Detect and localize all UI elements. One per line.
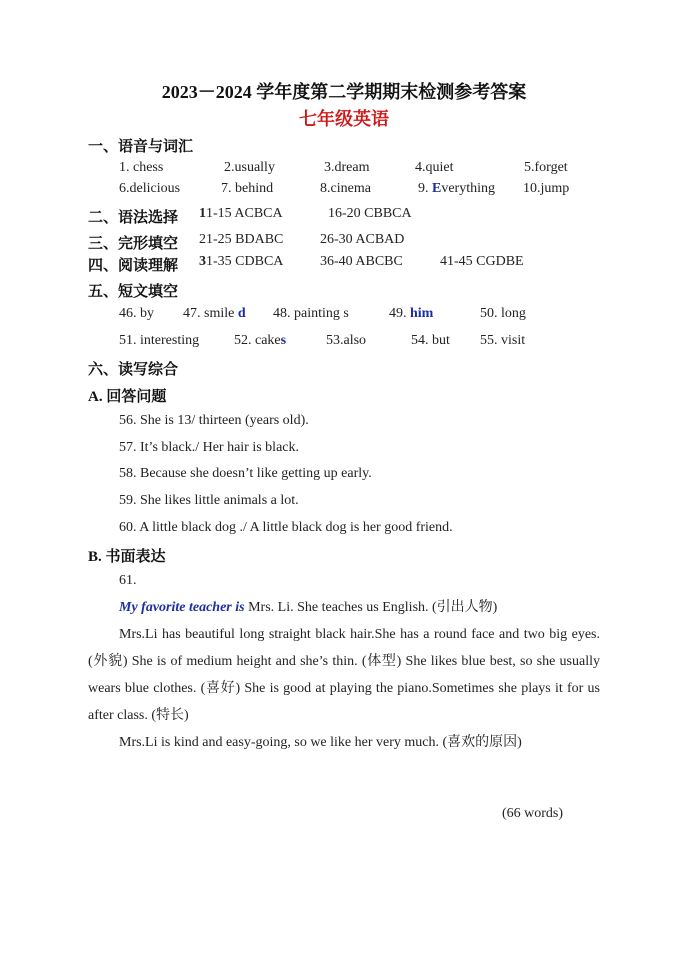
page-title: 2023－2024 学年度第二学期期末检测参考答案 [161,82,527,102]
answer-9-num: 9. [418,181,432,196]
answer-50: 50. long [480,306,526,321]
section-5-heading: 五、短文填空 [88,284,179,300]
answer-60: 60. A little black dog ./ A little black dog is her good friend. [119,520,453,535]
answer-7: 7. behind [221,181,274,196]
essay-paragraph-1-text: Mrs. Li. She teaches us English. (引出人物) [244,600,498,615]
answer-52-text: 52. cake [234,333,281,348]
essay-lead: My favorite teacher is [119,600,245,615]
section-6-heading: 六、读写综合 [88,362,179,378]
answer-48 [273,306,349,322]
answer-59: 59. She likes little animals a lot. [119,493,299,508]
answer-8: 8.cinema [320,181,371,196]
answer-47-suffix: d [237,306,246,321]
answer-56: 56. She is 13/ thirteen (years old). [119,413,309,428]
section-3-heading: 三、完形填空 [88,236,179,252]
section-1-heading: 一、语音与词汇 [88,139,194,155]
answer-3: 3.dream [324,160,370,175]
answer-47-text: 47. smile [183,306,235,321]
section-4-answers-a [199,254,283,270]
section-4-answers-a-pre: 3 [199,254,206,269]
answer-53: 53.also [326,333,367,348]
answer-10: 10.jump [523,181,570,196]
answer-57: 57. It’s black./ Her hair is black. [119,440,300,455]
answer-48-text: 48. painting [273,306,340,321]
answer-47 [183,306,246,322]
section-4-answers-a-text: 1-35 CDBCA [206,254,284,269]
section-3-answers-a: 21-25 BDABC [199,232,284,247]
answer-54: 54. but [411,333,450,348]
answer-51: 51. interesting [119,333,200,348]
question-61-number: 61. [119,573,137,588]
part-a-heading: A. 回答问题 [88,389,167,405]
answer-55: 55. visit [480,333,526,348]
essay-paragraph-1 [88,594,600,621]
answer-48-suffix: s [343,306,349,321]
answer-5: 5.forget [524,160,568,175]
answer-49-num: 49. [389,306,410,321]
section-4-answers-b: 36-40 ABCBC [320,254,403,269]
section-4-answers-c: 41-45 CGDBE [440,254,524,269]
answer-52 [234,333,286,349]
section-2-answers-a-text: 1-15 ACBCA [206,206,283,221]
section-2-answers-b: 16-20 CBBCA [328,206,412,221]
section-2-answers-a-pre: 1 [199,206,206,221]
answer-58: 58. Because she doesn’t like getting up early. [119,466,372,481]
essay-paragraph-2: Mrs.Li has beautiful long straight black hair.She has a round face and two big eyes. (外貌) She is of medium height and she’s thin. (体型) She likes blue best, so she usually wears blue clothes. (喜好) She is good at playing the piano.Sometimes she plays it for us after class. (特长) [88,627,600,723]
answer-52-suffix: s [280,333,287,348]
answer-49-highlight: him [410,306,434,321]
answer-46: 46. by [119,306,154,321]
word-count: (66 words) [502,806,564,821]
answer-9 [418,181,495,197]
answer-9-rest: verything [441,181,495,196]
section-2-answers-a [199,206,283,222]
section-3-answers-b: 26-30 ACBAD [320,232,405,247]
section-4-heading: 四、阅读理解 [88,258,179,274]
answer-49 [389,306,433,322]
essay-paragraph-3: Mrs.Li is kind and easy-going, so we like her very much. (喜欢的原因) [119,735,522,750]
page-subtitle: 七年级英语 [299,109,389,129]
part-b-heading: B. 书面表达 [88,549,166,565]
section-2-heading: 二、语法选择 [88,210,179,226]
answer-2: 2.usually [224,160,275,175]
answer-9-highlight: E [432,181,442,196]
answer-1: 1. chess [119,160,164,175]
answer-6: 6.delicious [119,181,181,196]
answer-4: 4.quiet [415,160,454,175]
